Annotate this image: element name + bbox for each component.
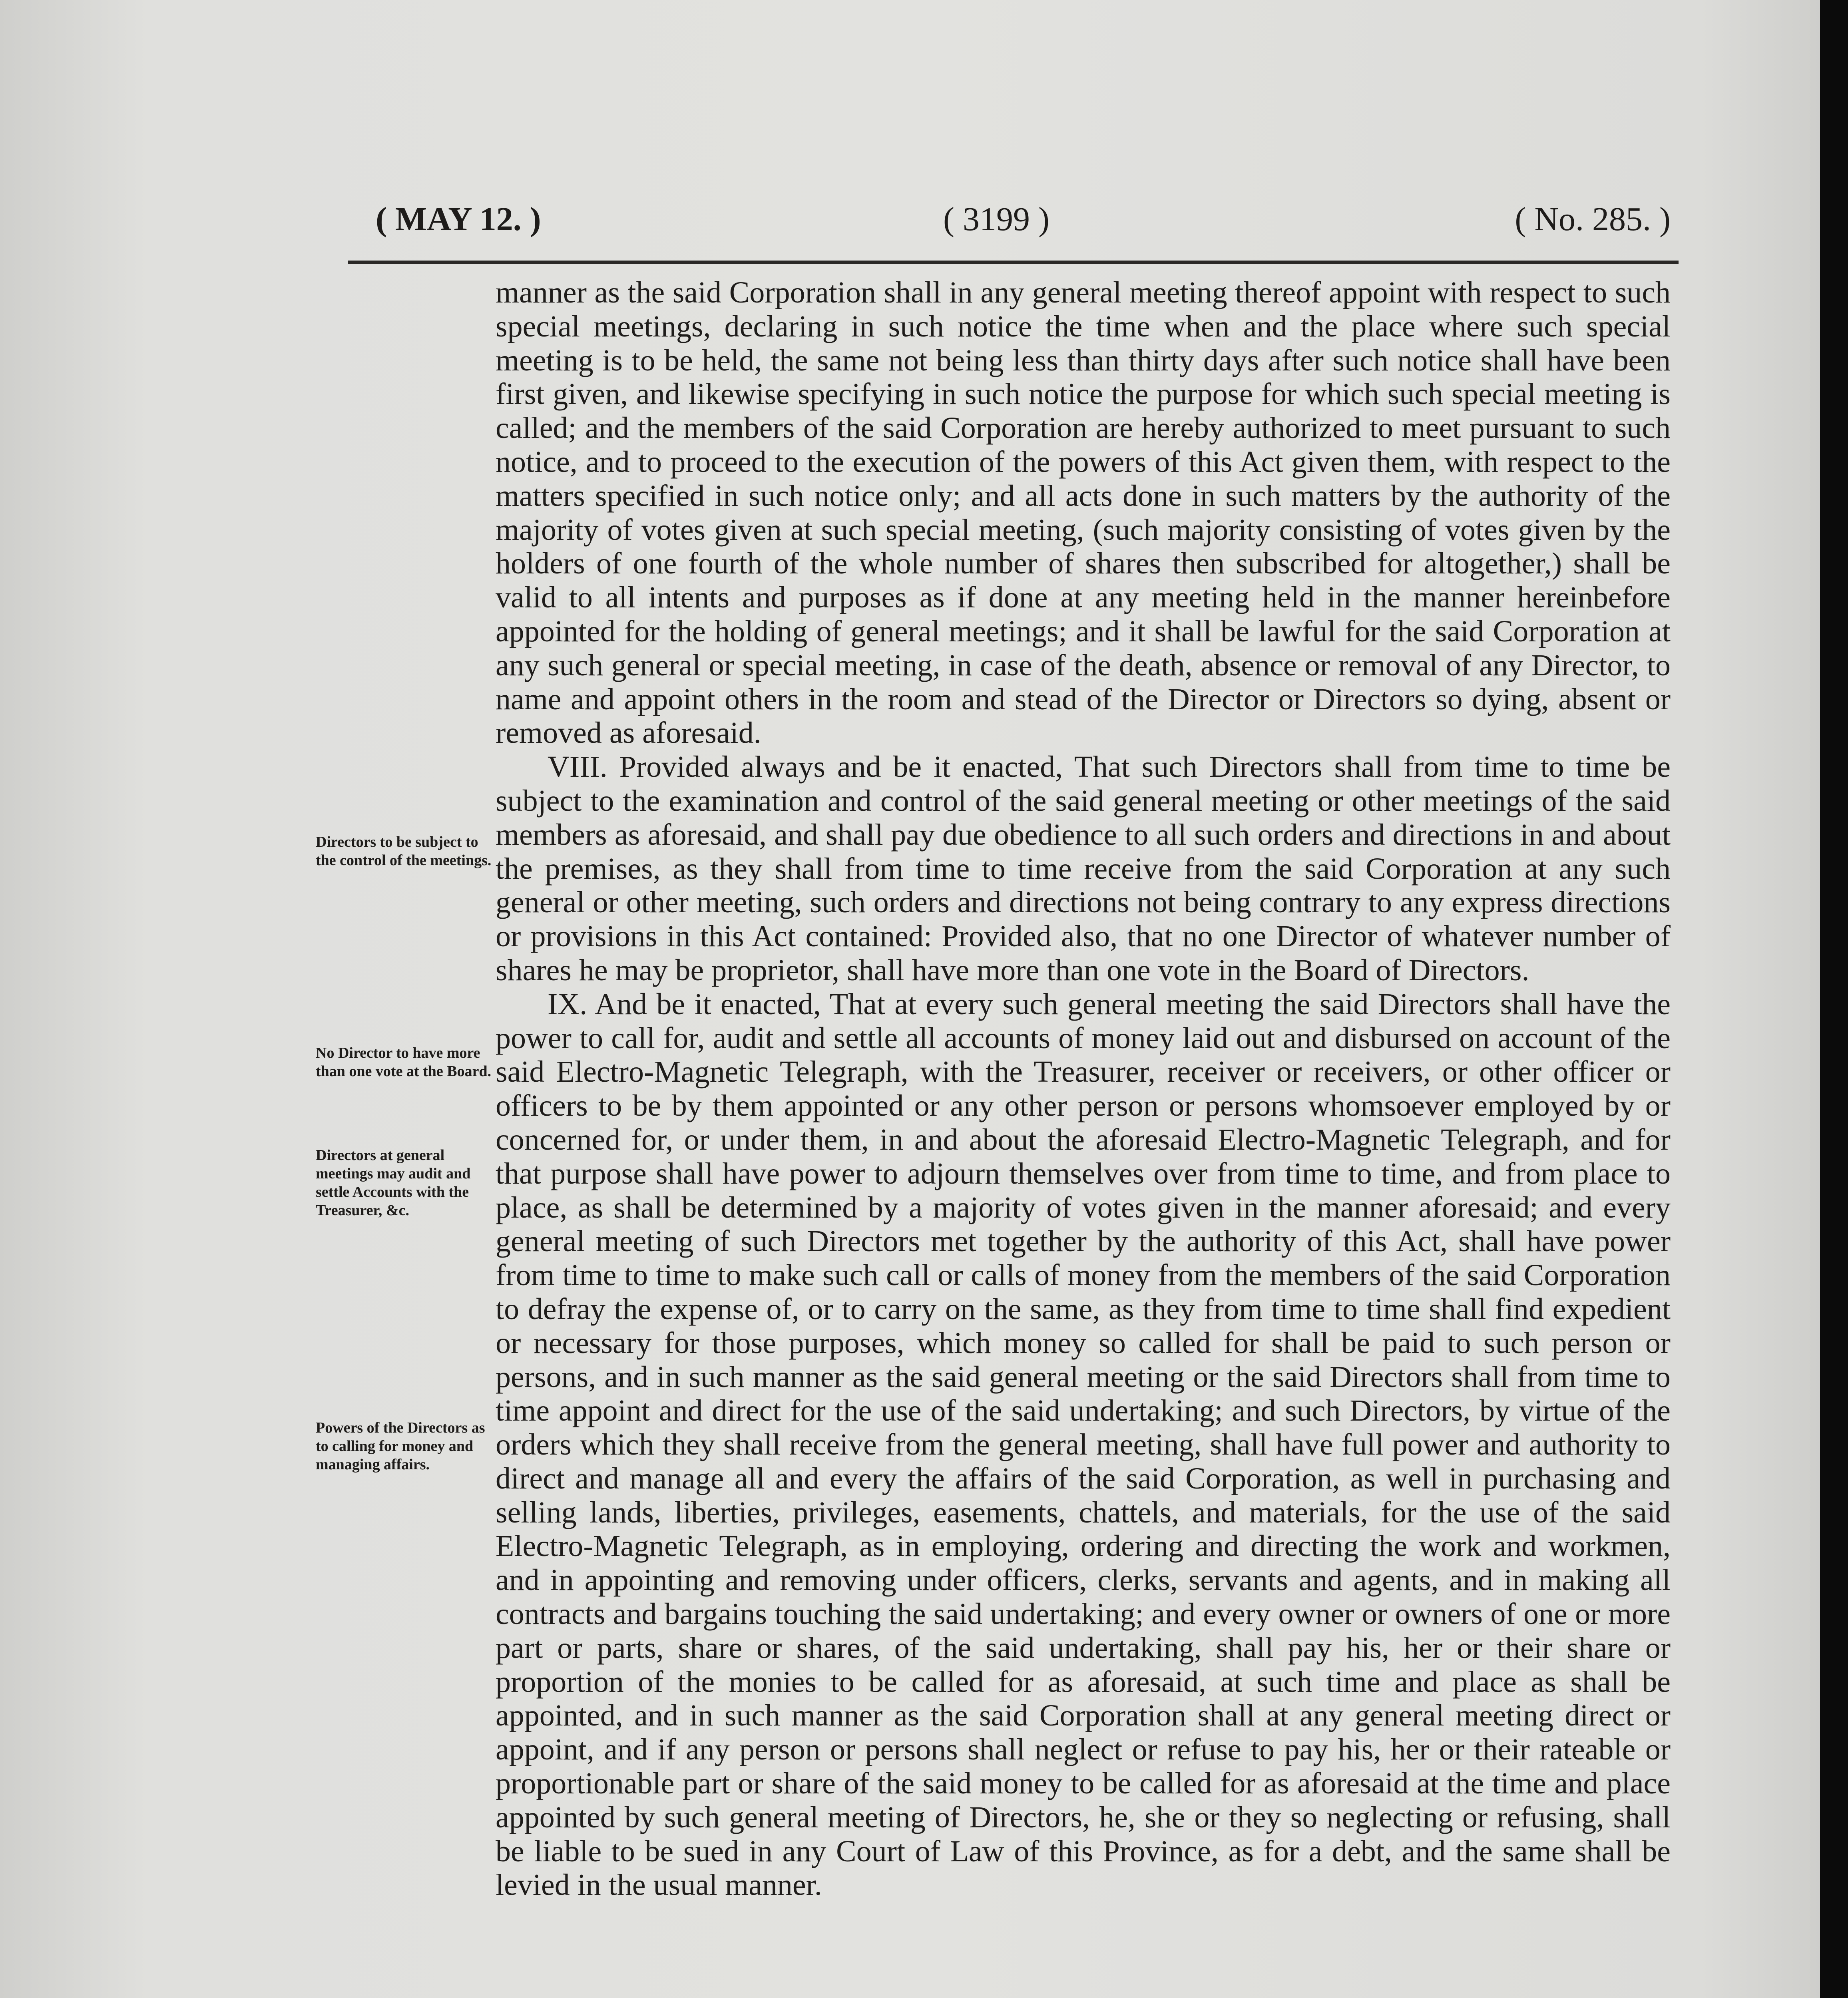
margin-note-powers: Powers of the Directors as to calling for money and managing affairs. [316, 1419, 485, 1473]
margin-note-directors-control: Directors to be subject to the control of the meetings. [316, 834, 492, 869]
scan-border-right [1820, 0, 1848, 1998]
article-body [496, 276, 1671, 1902]
page-header [344, 200, 1687, 252]
margin-note-one-vote: No Director to have more than one vote at the Board. [316, 1045, 492, 1080]
header-date: ( MAY 12. ) [376, 201, 541, 238]
header-issue-number: ( No. 285. ) [1515, 201, 1671, 238]
header-page-number: ( 3199 ) [943, 201, 1049, 238]
section-ix: IX. And be it enacted, That at every such general meeting the said Directors shall have the power to call for, audit and settle all accounts of money laid out and disbursed on account of the said Electro-Magnetic Telegraph, with the Treasurer, receiver or receivers, or other officer or officers to be by them appointed or any other person or persons whomsoever employed by or concerned for, or under them, in and about the aforesaid Electro-Magnetic Telegraph, and for that purpose shall have power to adjourn themselves over from time to time, and from place to place, as shall be determined by a majority of votes given in the manner aforesaid; and every general meeting of such Directors met together by the authority of this Act, shall have power from time to time to make such call or calls of money from the members of the said Corporation to defray the expense of, or to carry on the same, as they from time to time shall find expedient or necessary for those purposes, which money so called for shall be paid to such person or persons, and in such manner as the said general meeting or the said Directors shall from time to time appoint and direct for the use of the said undertaking; and such Directors, by virtue of the orders which they shall receive from the general meeting, shall have full power and authority to direct and manage all and every the affairs of the said Corporation, as well in purchasing and selling lands, liberties, privileges, easements, chattels, and materials, for the use of the said Electro-Magnetic Telegraph, as in employing, ordering and directing the work and workmen, and in appointing and removing under officers, clerks, servants and agents, and in making all contracts and bargains touching the said undertaking; and every owner or owners of one or more part or parts, share or shares, of the said undertaking, shall pay his, her or their share or proportion of the monies to be called for as aforesaid, at such time and place as shall be appointed, and in such manner as the said Corporation shall at any general meeting direct or appoint, and if any person or persons shall neglect or refuse to pay his, her or their rateable or proportionable part or share of the said money to be called for as aforesaid at the time and place appointed by such general meeting of Directors, he, she or they so neglecting or refusing, shall be liable to be sued in any Court of Law of this Province, as for a debt, and the same shall be levied in the usual manner. [496, 987, 1671, 1902]
header-rule [348, 261, 1679, 264]
margin-note-audit-accounts: Directors at general meetings may audit and settle Accounts with the Treasurer, &c. [316, 1147, 471, 1219]
section-viii: VIII. Provided always and be it enacted, That such Directors shall from time to time be subject to the examination and control of the said general meeting or other meetings of the said members as aforesaid, and shall pay due obedience to all such orders and directions in and about the premises, as they shall from time to time receive from the said Corporation at any such general or other meeting, such orders and directions not being contrary to any express directions or provisions in this Act contained: Provided also, that no one Director of whatever number of shares he may be proprietor, shall have more than one vote in the Board of Directors. [496, 750, 1671, 987]
paragraph-intro: manner as the said Corporation shall in any general meeting thereof appoint with respect to such special meetings, declaring in such notice the time when and the place where such special meeting is to be held, the same not being less than thirty days after such notice shall have been first given, and likewise specifying in such notice the purpose for which such special meeting is called; and the members of the said Corporation are hereby authorized to meet pursuant to such notice, and to proceed to the execution of the powers of this Act given them, with respect to the matters specified in such notice only; and all acts done in such matters by the authority of the majority of votes given at such special meeting, (such majority consisting of votes given by the holders of one fourth of the whole number of shares then subscribed for altogether,) shall be valid to all intents and purposes as if done at any meeting held in the manner hereinbefore appointed for the holding of general meetings; and it shall be lawful for the said Corporation at any such general or special meeting, in case of the death, absence or removal of any Director, to name and appoint others in the room and stead of the Director or Directors so dying, absent or removed as aforesaid. [496, 276, 1671, 750]
